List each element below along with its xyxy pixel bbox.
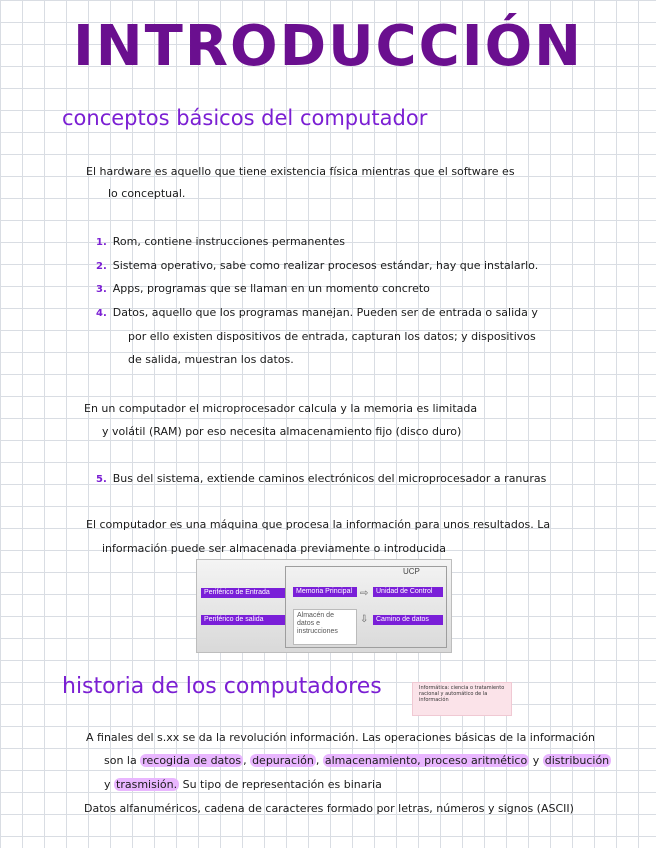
- list-text: Rom, contiene instrucciones permanentes: [112, 235, 345, 248]
- intro-line-1: El hardware es aquello que tiene existencia física mientras que el software es: [86, 165, 515, 178]
- list-number: 4.: [96, 308, 107, 319]
- list-item: [96, 472, 546, 487]
- text: y: [532, 754, 540, 767]
- highlight: depuración: [252, 754, 314, 767]
- list-item: [96, 306, 538, 321]
- data-path-box: Camino de datos: [373, 615, 443, 625]
- list-item: [96, 282, 430, 297]
- arrow-down-icon: ⇩: [360, 614, 369, 625]
- list-text: Apps, programas que se llaman en un momento concreto: [112, 282, 430, 295]
- highlight: almacenamiento, proceso aritmético: [324, 754, 528, 767]
- computer-line-2: información puede ser almacenada previamente o introducida: [102, 542, 446, 555]
- micro-line-1: En un computador el microprocesador calcula y la memoria es limitada: [84, 402, 478, 415]
- highlight: distribución: [544, 754, 610, 767]
- list-item-continuation: por ello existen dispositivos de entrada, capturan los datos; y dispositivos: [128, 330, 536, 343]
- text: y: [104, 778, 111, 791]
- section-heading-conceptos: conceptos básicos del computador: [62, 106, 428, 130]
- ucp-label: UCP: [403, 567, 420, 576]
- computer-line-1: El computador es una máquina que procesa la información para unos resultados. La: [86, 518, 551, 531]
- list-number: 3.: [96, 284, 107, 295]
- sticky-note: Informática: ciencia o tratamiento racional y automático de la información: [412, 682, 512, 716]
- list-number: 5.: [96, 474, 107, 485]
- control-unit-box: Unidad de Control: [373, 587, 443, 597]
- text: son la: [104, 754, 137, 767]
- list-item: [96, 235, 345, 250]
- list-number: 1.: [96, 237, 107, 248]
- list-text: Datos, aquello que los programas manejan. Pueden ser de entrada o salida y: [112, 306, 538, 319]
- page-title: INTRODUCCIÓN: [72, 14, 584, 79]
- highlight: recogida de datos: [142, 754, 242, 767]
- list-text: Bus del sistema, extiende caminos electrónicos del microprocesador a ranuras: [112, 472, 547, 485]
- computer-diagram: [196, 559, 452, 653]
- history-line-2: son la recogida de datos , depuración , almacenamiento, proceso aritmético y distribución: [104, 754, 610, 767]
- history-line-1: A finales del s.xx se da la revolución información. Las operaciones básicas de la información: [86, 731, 596, 744]
- history-line-4: Datos alfanuméricos, cadena de caracteres formado por letras, números y signos (ASCII): [84, 802, 574, 815]
- main-memory-box: Memoria Principal: [293, 587, 357, 597]
- storage-box: Almacén de datos e instrucciones: [293, 609, 357, 645]
- intro-line-2: lo conceptual.: [108, 187, 186, 200]
- list-item: [96, 259, 538, 274]
- input-peripheral-box: Periférico de Entrada: [201, 588, 285, 598]
- list-text: Sistema operativo, sabe como realizar procesos estándar, hay que instalarlo.: [112, 259, 539, 272]
- output-peripheral-box: Periférico de salida: [201, 615, 285, 625]
- text: Su tipo de representación es binaria: [182, 778, 382, 791]
- history-line-3: [104, 778, 382, 792]
- section-heading-historia: historia de los computadores: [62, 674, 382, 699]
- list-number: 2.: [96, 261, 107, 272]
- highlight: trasmisión.: [116, 778, 178, 791]
- arrow-right-icon: ⇨: [360, 588, 369, 599]
- micro-line-2: y volátil (RAM) por eso necesita almacenamiento fijo (disco duro): [102, 425, 462, 438]
- list-item-continuation: de salida, muestran los datos.: [128, 353, 294, 366]
